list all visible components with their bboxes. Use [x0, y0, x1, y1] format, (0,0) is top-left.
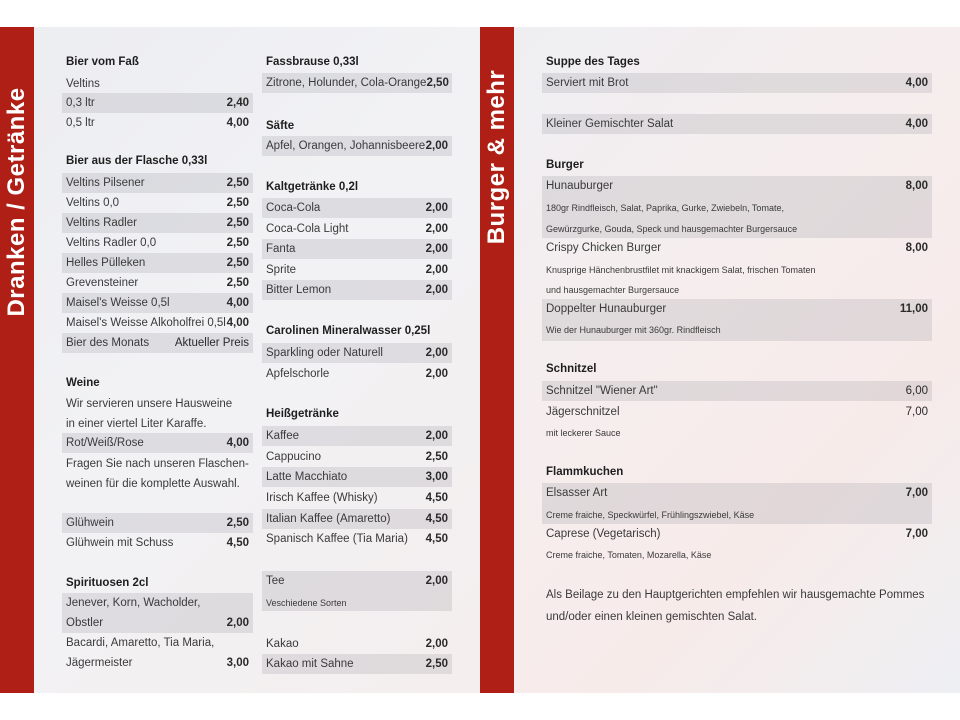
item-description: 180gr Rindfleisch, Salat, Paprika, Gurke, Zwiebeln, Tomate,: [546, 203, 784, 213]
menu-item: Irisch Kaffee (Whisky) 4,50: [266, 492, 448, 504]
menu-item: 0,5 ltr 4,00: [66, 117, 249, 129]
menu-item: Helles Pülleken 2,50: [62, 253, 253, 273]
menu-item: Italian Kaffee (Amaretto) 4,50: [262, 509, 452, 529]
menu-item: Grevensteiner 2,50: [66, 277, 249, 289]
item-description: Wie der Hunauburger mit 360gr. Rindfleisch: [546, 325, 721, 335]
menu-item: Caprese (Vegetarisch) 7,00: [546, 528, 928, 540]
menu-item: Veltins Radler 0,0 2,50: [66, 237, 249, 249]
weine-text: weinen für die komplette Auswahl.: [66, 478, 240, 490]
section-title-bier-fass: Bier vom Faß: [66, 56, 139, 68]
item-description: Knusprige Hänchenbrustfilet mit knackigem Salat, frischen Tomaten: [546, 265, 816, 275]
menu-item: Bier des Monats Aktueller Preis: [62, 333, 253, 353]
menu-item: Veltins Radler 2,50: [62, 213, 253, 233]
menu-item: Doppelter Hunauburger 11,00: [546, 303, 928, 315]
item-description: Creme fraiche, Speckwürfel, Frühlingszwiebel, Käse: [546, 510, 755, 520]
menu-item: Tee 2,00: [266, 575, 448, 587]
menu-item: Sprite 2,00: [266, 264, 448, 276]
menu-item: Veltins 0,0 2,50: [66, 197, 249, 209]
section-title-saefte: Säfte: [266, 120, 295, 132]
weine-text: Wir servieren unsere Hausweine: [66, 398, 233, 410]
left-band-title: Dranken / Getränke: [3, 87, 30, 317]
menu-item: Fanta 2,00: [262, 239, 452, 259]
weine-text: Fragen Sie nach unseren Flaschen-: [66, 458, 249, 470]
menu-item: Zitrone, Holunder, Cola-Orange 2,50: [262, 73, 452, 93]
menu-item: Cappucino 2,50: [266, 451, 448, 463]
section-title-kaltgetraenke: Kaltgeträn​ke 0,2l: [266, 181, 359, 193]
menu-item: Kleiner Gemischter Salat 4,00: [542, 114, 932, 134]
menu-item: Kakao mit Sahne 2,50: [262, 654, 452, 674]
section-title-schnitzel: Schnitzel: [546, 363, 597, 375]
menu-item: Glühwein 2,50: [62, 513, 253, 533]
section-title-mineralwasser: Carolinen Mineralwasser 0,25l: [266, 325, 431, 337]
beilage-note: und/oder einen kleinen gemischten Salat.: [546, 611, 757, 623]
section-title-flammkuchen: Flammkuchen: [546, 466, 624, 478]
menu-item: 0,3 ltr 2,40: [62, 93, 253, 113]
menu-item: Crispy Chicken Burger 8,00: [546, 242, 928, 254]
weine-text: in einer viertel Liter Karaffe.: [66, 418, 207, 430]
item-description: Gewürzgurke, Gouda, Speck und hausgemachter Burgersauce: [546, 224, 798, 234]
beilage-note: Als Beilage zu den Hauptgerichten empfehlen wir hausgemachte Pommes: [546, 589, 925, 601]
menu-item: Obstler 2,00: [66, 617, 249, 629]
section-title-fassbrause: Fassbrause 0,33l: [266, 56, 359, 68]
menu-item: Elsasser Art 7,00: [546, 487, 928, 499]
section-title-heissgetraenke: Heißgetränke: [266, 408, 339, 420]
menu-item: Spanisch Kaffee (Tia Maria) 4,50: [266, 533, 448, 545]
menu-item: Bitter Lemon 2,00: [262, 280, 452, 300]
menu-item: Schnitzel "Wiener Art" 6,00: [542, 381, 932, 401]
menu-item: Jägerschnitzel 7,00: [546, 406, 928, 418]
section-title-suppe: Suppe des Tages: [546, 56, 640, 68]
menu-item: Jägermeister 3,00: [66, 657, 249, 669]
tee-description: Veschiedene Sorten: [266, 598, 347, 608]
item-description: und hausgemachter Burgersauce: [546, 285, 680, 295]
item-description: mit leckerer Sauce: [546, 428, 621, 438]
menu-item: Kakao 2,00: [266, 638, 448, 650]
left-menu-page: [0, 27, 480, 693]
menu-item: Coca-Cola 2,00: [262, 198, 452, 218]
menu-item: Serviert mit Brot 4,00: [542, 73, 932, 93]
menu-item: Hunauburger 8,00: [546, 180, 928, 192]
menu-item: Coca-Cola Light 2,00: [266, 223, 448, 235]
menu-item: Sparkling oder Naturell 2,00: [262, 343, 452, 363]
bier-fass-brand: Veltins: [66, 78, 100, 90]
right-band-title: Burger & mehr: [483, 69, 510, 245]
section-title-spirituosen: Spirituosen 2cl: [66, 577, 149, 589]
section-title-bier-flasche: Bier aus der Flasche 0,33l: [66, 155, 208, 167]
menu-item: Veltins Pilsener 2,50: [62, 173, 253, 193]
menu-item: Latte Macchiato 3,00: [262, 467, 452, 487]
menu-item: Rot/Weiß/Rose 4,00: [62, 433, 253, 453]
menu-item: Apfelschorle 2,00: [266, 368, 448, 380]
section-title-burger: Burger: [546, 159, 584, 171]
section-title-weine: Weine: [66, 377, 100, 389]
menu-item: Maisel's Weisse Alkoholfrei 0,5l 4,00: [66, 317, 249, 329]
menu-item: Maisel's Weisse 0,5l 4,00: [62, 293, 253, 313]
menu-item: Apfel, Orangen, Johannisbeere 2,00: [262, 136, 452, 156]
menu-item: Kaffee 2,00: [262, 426, 452, 446]
item-description: Creme fraiche, Tomaten, Mozarella, Käse: [546, 550, 712, 560]
right-menu-page: [480, 27, 960, 693]
menu-item: Glühwein mit Schuss 4,50: [66, 537, 249, 549]
spirituosen-line: Bacardi, Amaretto, Tia Maria,: [66, 637, 215, 649]
spirituosen-line: Jenever, Korn, Wacholder,: [66, 597, 201, 609]
